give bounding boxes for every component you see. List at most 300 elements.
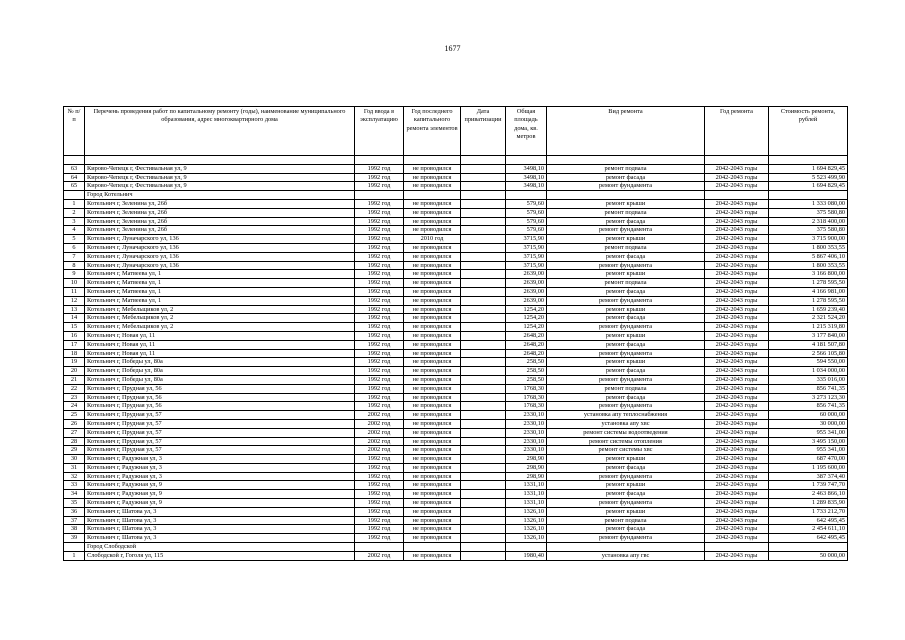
repair-year-cell: 2042-2043 годы [705, 507, 769, 516]
repair-year-cell: 2042-2043 годы [705, 384, 769, 393]
area-cell: 2330,10 [506, 428, 547, 437]
row-number-cell: 39 [64, 534, 85, 543]
repair-year-cell: 2042-2043 годы [705, 499, 769, 508]
work-type-cell: ремонт фундамента [547, 323, 705, 332]
last-repair-cell: не проводился [404, 402, 461, 411]
last-repair-cell: не проводился [404, 173, 461, 182]
year-built-cell: 2002 год [355, 428, 404, 437]
area-cell: 1768,30 [506, 384, 547, 393]
work-type-cell: ремонт фундамента [547, 375, 705, 384]
area-cell: 1254,20 [506, 305, 547, 314]
privatization-cell [461, 507, 506, 516]
year-built-cell: 1992 год [355, 252, 404, 261]
repair-year-cell: 2042-2043 годы [705, 516, 769, 525]
cost-cell: 3 177 840,00 [769, 331, 848, 340]
address-cell: Котельнич г, Зеленина ул, 26б [85, 217, 355, 226]
last-repair-cell: не проводился [404, 463, 461, 472]
area-cell: 298,90 [506, 472, 547, 481]
address-cell: Котельнич г, Прудная ул, 56 [85, 384, 355, 393]
table-body [64, 156, 848, 561]
privatization-cell [461, 516, 506, 525]
row-number-cell: 27 [64, 428, 85, 437]
col-repair-year-header: Год ремонта [705, 107, 769, 156]
table-row [64, 217, 848, 226]
area-cell: 1768,30 [506, 393, 547, 402]
last-repair-cell: не проводился [404, 331, 461, 340]
cost-cell: 375 580,80 [769, 226, 848, 235]
area-cell: 3498,10 [506, 173, 547, 182]
cost-cell: 642 495,45 [769, 534, 848, 543]
table-row [64, 323, 848, 332]
year-built-cell: 1992 год [355, 199, 404, 208]
privatization-cell [461, 525, 506, 534]
table-row [64, 208, 848, 217]
table-row [64, 305, 848, 314]
area-cell: 2330,10 [506, 437, 547, 446]
work-type-cell: ремонт фасада [547, 463, 705, 472]
table-row [64, 551, 848, 560]
last-repair-cell: не проводился [404, 507, 461, 516]
year-built-cell: 1992 год [355, 164, 404, 173]
row-number-cell: 19 [64, 358, 85, 367]
privatization-cell [461, 252, 506, 261]
privatization-cell [461, 287, 506, 296]
table-row [64, 463, 848, 472]
row-number-cell: 20 [64, 367, 85, 376]
table-row [64, 446, 848, 455]
repair-year-cell: 2042-2043 годы [705, 182, 769, 191]
town-row-empty-cell [404, 543, 461, 552]
work-type-cell: ремонт фундамента [547, 296, 705, 305]
address-cell: Котельнич г, Радужная ул, 3 [85, 472, 355, 481]
year-built-cell: 1992 год [355, 349, 404, 358]
town-name: Город Котельнич [85, 191, 355, 200]
year-built-cell: 1992 год [355, 393, 404, 402]
year-built-cell: 1992 год [355, 499, 404, 508]
address-cell: Котельнич г, Прудная ул, 57 [85, 437, 355, 446]
area-cell: 1326,10 [506, 516, 547, 525]
privatization-cell [461, 472, 506, 481]
table-row [64, 507, 848, 516]
address-cell: Котельнич г, Радужная ул, 9 [85, 481, 355, 490]
address-cell: Котельнич г, Победы ул, 80а [85, 375, 355, 384]
cost-cell: 1 659 239,40 [769, 305, 848, 314]
cost-cell: 2 321 524,20 [769, 314, 848, 323]
repair-year-cell: 2042-2043 годы [705, 358, 769, 367]
row-number-cell: 34 [64, 490, 85, 499]
row-number-cell: 64 [64, 173, 85, 182]
repair-year-cell: 2042-2043 годы [705, 287, 769, 296]
address-cell: Кирово-Чепецк г, Фестивальная ул, 9 [85, 164, 355, 173]
year-built-cell: 1992 год [355, 287, 404, 296]
row-number-cell: 29 [64, 446, 85, 455]
table-row [64, 499, 848, 508]
work-type-cell: ремонт крыши [547, 331, 705, 340]
table-row [64, 534, 848, 543]
table-header-row [64, 107, 848, 156]
table-row [64, 182, 848, 191]
cost-cell: 1 215 319,80 [769, 323, 848, 332]
privatization-cell [461, 481, 506, 490]
cost-cell: 642 495,45 [769, 516, 848, 525]
spacer-row [64, 156, 848, 165]
work-type-cell: ремонт фундамента [547, 534, 705, 543]
table-row [64, 252, 848, 261]
cost-cell: 1 694 829,45 [769, 164, 848, 173]
work-type-cell: ремонт фасада [547, 490, 705, 499]
privatization-cell [461, 551, 506, 560]
last-repair-cell: не проводился [404, 534, 461, 543]
last-repair-cell: не проводился [404, 499, 461, 508]
work-type-cell: ремонт крыши [547, 199, 705, 208]
row-number-cell: 1 [64, 199, 85, 208]
table-row [64, 481, 848, 490]
last-repair-cell: не проводился [404, 182, 461, 191]
privatization-cell [461, 235, 506, 244]
year-built-cell: 1992 год [355, 455, 404, 464]
work-type-cell: ремонт фасада [547, 173, 705, 182]
row-number-cell: 4 [64, 226, 85, 235]
work-type-cell: ремонт фундамента [547, 402, 705, 411]
work-type-cell: ремонт фундамента [547, 349, 705, 358]
privatization-cell [461, 173, 506, 182]
privatization-cell [461, 490, 506, 499]
privatization-cell [461, 349, 506, 358]
cost-cell: 594 550,00 [769, 358, 848, 367]
work-type-cell: ремонт фундамента [547, 226, 705, 235]
work-type-cell: установка апу теплоснабжения [547, 411, 705, 420]
area-cell: 2330,10 [506, 446, 547, 455]
row-number-cell: 2 [64, 208, 85, 217]
address-cell: Котельнич г, Радужная ул, 3 [85, 463, 355, 472]
town-section-row [64, 191, 848, 200]
row-number-cell: 63 [64, 164, 85, 173]
row-number-cell: 23 [64, 393, 85, 402]
repair-year-cell: 2042-2043 годы [705, 551, 769, 560]
year-built-cell: 1992 год [355, 235, 404, 244]
table-row [64, 490, 848, 499]
last-repair-cell: не проводился [404, 305, 461, 314]
cost-cell: 955 341,00 [769, 446, 848, 455]
last-repair-cell: не проводился [404, 455, 461, 464]
last-repair-cell: не проводился [404, 226, 461, 235]
year-built-cell: 1992 год [355, 305, 404, 314]
cost-cell: 1 733 212,70 [769, 507, 848, 516]
cost-cell: 1 333 080,00 [769, 199, 848, 208]
repair-year-cell: 2042-2043 годы [705, 393, 769, 402]
last-repair-cell: не проводился [404, 367, 461, 376]
cost-cell: 856 741,35 [769, 402, 848, 411]
row-number-cell: 12 [64, 296, 85, 305]
area-cell: 3715,90 [506, 261, 547, 270]
privatization-cell [461, 384, 506, 393]
repair-year-cell: 2042-2043 годы [705, 243, 769, 252]
address-cell: Котельнич г, Прудная ул, 56 [85, 402, 355, 411]
area-cell: 2639,00 [506, 279, 547, 288]
cost-cell: 30 000,00 [769, 419, 848, 428]
cost-cell: 1 800 353,55 [769, 243, 848, 252]
privatization-cell [461, 314, 506, 323]
area-cell: 1326,10 [506, 534, 547, 543]
work-type-cell: ремонт фасада [547, 217, 705, 226]
work-type-cell: ремонт фасада [547, 252, 705, 261]
privatization-cell [461, 164, 506, 173]
work-type-cell: установка апу хвс [547, 419, 705, 428]
table-row [64, 455, 848, 464]
town-row-empty-cell [355, 191, 404, 200]
repair-year-cell: 2042-2043 годы [705, 419, 769, 428]
privatization-cell [461, 199, 506, 208]
last-repair-cell: не проводился [404, 472, 461, 481]
cost-cell: 1 195 600,00 [769, 463, 848, 472]
area-cell: 579,60 [506, 208, 547, 217]
privatization-cell [461, 499, 506, 508]
repair-year-cell: 2042-2043 годы [705, 446, 769, 455]
address-cell: Котельнич г, Зеленина ул, 26б [85, 208, 355, 217]
repair-year-cell: 2042-2043 годы [705, 402, 769, 411]
col-work-type-header: Вид ремонта [547, 107, 705, 156]
last-repair-cell: не проводился [404, 296, 461, 305]
last-repair-cell: не проводился [404, 525, 461, 534]
year-built-cell: 2002 год [355, 419, 404, 428]
privatization-cell [461, 393, 506, 402]
privatization-cell [461, 358, 506, 367]
repair-year-cell: 2042-2043 годы [705, 305, 769, 314]
address-cell: Котельнич г, Победы ул, 80а [85, 358, 355, 367]
work-type-cell: ремонт фасада [547, 525, 705, 534]
col-last-repair-header: Год последнего капитального ремонта элементов [404, 107, 461, 156]
year-built-cell: 1992 год [355, 463, 404, 472]
address-cell: Котельнич г, Победы ул, 80а [85, 367, 355, 376]
town-row-empty-cell [404, 191, 461, 200]
table-row [64, 367, 848, 376]
address-cell: Котельнич г, Шатова ул, 3 [85, 507, 355, 516]
cost-cell: 856 741,35 [769, 384, 848, 393]
last-repair-cell: не проводился [404, 199, 461, 208]
work-type-cell: ремонт фундамента [547, 182, 705, 191]
privatization-cell [461, 243, 506, 252]
address-cell: Котельнич г, Новая ул, 11 [85, 340, 355, 349]
row-number-cell: 11 [64, 287, 85, 296]
privatization-cell [461, 437, 506, 446]
town-row-number-cell [64, 543, 85, 552]
area-cell: 2639,00 [506, 296, 547, 305]
row-number-cell: 16 [64, 331, 85, 340]
town-row-empty-cell [705, 191, 769, 200]
year-built-cell: 1992 год [355, 534, 404, 543]
table-row [64, 384, 848, 393]
last-repair-cell: не проводился [404, 358, 461, 367]
cost-cell: 1 278 595,50 [769, 279, 848, 288]
row-number-cell: 28 [64, 437, 85, 446]
year-built-cell: 2002 год [355, 411, 404, 420]
town-row-empty-cell [769, 543, 848, 552]
privatization-cell [461, 323, 506, 332]
table-row [64, 173, 848, 182]
table-row [64, 226, 848, 235]
year-built-cell: 1992 год [355, 173, 404, 182]
table-row [64, 349, 848, 358]
privatization-cell [461, 340, 506, 349]
row-number-cell: 37 [64, 516, 85, 525]
repair-year-cell: 2042-2043 годы [705, 375, 769, 384]
work-type-cell: ремонт крыши [547, 481, 705, 490]
address-cell: Котельнич г, Матвеева ул, 1 [85, 287, 355, 296]
row-number-cell: 24 [64, 402, 85, 411]
year-built-cell: 1992 год [355, 226, 404, 235]
privatization-cell [461, 375, 506, 384]
year-built-cell: 1992 год [355, 507, 404, 516]
address-cell: Котельнич г, Луначарского ул, 136 [85, 261, 355, 270]
repair-year-cell: 2042-2043 годы [705, 270, 769, 279]
year-built-cell: 1992 год [355, 490, 404, 499]
cost-cell: 1 739 747,70 [769, 481, 848, 490]
area-cell: 1980,40 [506, 551, 547, 560]
area-cell: 1331,10 [506, 481, 547, 490]
row-number-cell: 26 [64, 419, 85, 428]
privatization-cell [461, 296, 506, 305]
town-row-empty-cell [547, 543, 705, 552]
table-row [64, 164, 848, 173]
cost-cell: 1 800 353,55 [769, 261, 848, 270]
repair-year-cell: 2042-2043 годы [705, 481, 769, 490]
cost-cell: 2 566 105,80 [769, 349, 848, 358]
last-repair-cell: не проводился [404, 270, 461, 279]
area-cell: 1331,10 [506, 490, 547, 499]
privatization-cell [461, 261, 506, 270]
year-built-cell: 1992 год [355, 208, 404, 217]
year-built-cell: 1992 год [355, 314, 404, 323]
work-type-cell: ремонт крыши [547, 235, 705, 244]
privatization-cell [461, 534, 506, 543]
last-repair-cell: не проводился [404, 243, 461, 252]
address-cell: Котельнич г, Радужная ул, 9 [85, 490, 355, 499]
row-number-cell: 9 [64, 270, 85, 279]
year-built-cell: 2002 год [355, 551, 404, 560]
area-cell: 258,50 [506, 358, 547, 367]
address-cell: Котельнич г, Прудная ул, 57 [85, 419, 355, 428]
privatization-cell [461, 463, 506, 472]
last-repair-cell: не проводился [404, 217, 461, 226]
privatization-cell [461, 217, 506, 226]
last-repair-cell: не проводился [404, 375, 461, 384]
table-row [64, 437, 848, 446]
repair-year-cell: 2042-2043 годы [705, 217, 769, 226]
area-cell: 3715,90 [506, 235, 547, 244]
table-row [64, 375, 848, 384]
table-row [64, 525, 848, 534]
address-cell: Котельнич г, Матвеева ул, 1 [85, 296, 355, 305]
table-row [64, 411, 848, 420]
col-year-built-header: Год ввода в эксплуатацию [355, 107, 404, 156]
address-cell: Котельнич г, Прудная ул, 56 [85, 393, 355, 402]
repair-year-cell: 2042-2043 годы [705, 472, 769, 481]
privatization-cell [461, 305, 506, 314]
address-cell: Котельнич г, Шатова ул, 3 [85, 534, 355, 543]
year-built-cell: 1992 год [355, 243, 404, 252]
town-row-number-cell [64, 191, 85, 200]
repair-year-cell: 2042-2043 годы [705, 226, 769, 235]
cost-cell: 2 318 400,00 [769, 217, 848, 226]
col-number-header: № п/п [64, 107, 85, 156]
work-type-cell: ремонт крыши [547, 270, 705, 279]
area-cell: 1326,10 [506, 525, 547, 534]
row-number-cell: 15 [64, 323, 85, 332]
privatization-cell [461, 226, 506, 235]
year-built-cell: 2002 год [355, 437, 404, 446]
address-cell: Котельнич г, Новая ул, 11 [85, 349, 355, 358]
last-repair-cell: не проводился [404, 287, 461, 296]
cost-cell: 5 867 406,10 [769, 252, 848, 261]
cost-cell: 50 000,00 [769, 551, 848, 560]
table-row [64, 393, 848, 402]
work-type-cell: ремонт крыши [547, 507, 705, 516]
town-row-empty-cell [355, 543, 404, 552]
repair-year-cell: 2042-2043 годы [705, 525, 769, 534]
year-built-cell: 1992 год [355, 340, 404, 349]
row-number-cell: 7 [64, 252, 85, 261]
area-cell: 3715,90 [506, 243, 547, 252]
year-built-cell: 2002 год [355, 446, 404, 455]
last-repair-cell: не проводился [404, 314, 461, 323]
privatization-cell [461, 331, 506, 340]
address-cell: Котельнич г, Прудная ул, 57 [85, 428, 355, 437]
repair-year-cell: 2042-2043 годы [705, 428, 769, 437]
cost-cell: 2 463 866,10 [769, 490, 848, 499]
privatization-cell [461, 208, 506, 217]
year-built-cell: 1992 год [355, 402, 404, 411]
work-type-cell: ремонт подвала [547, 243, 705, 252]
repair-year-cell: 2042-2043 годы [705, 279, 769, 288]
last-repair-cell: не проводился [404, 279, 461, 288]
last-repair-cell: не проводился [404, 411, 461, 420]
repair-year-cell: 2042-2043 годы [705, 534, 769, 543]
address-cell: Котельнич г, Мебельщиков ул, 2 [85, 305, 355, 314]
year-built-cell: 1992 год [355, 481, 404, 490]
work-type-cell: ремонт системы отопления [547, 437, 705, 446]
area-cell: 1254,20 [506, 323, 547, 332]
row-number-cell: 38 [64, 525, 85, 534]
col-address-header: Перечень проведения работ по капитальному ремонту (годы), наименование муниципального образования, адрес многоквартирного дома [85, 107, 355, 156]
last-repair-cell: не проводился [404, 481, 461, 490]
town-row-empty-cell [461, 191, 506, 200]
repair-year-cell: 2042-2043 годы [705, 455, 769, 464]
last-repair-cell: не проводился [404, 349, 461, 358]
last-repair-cell: не проводился [404, 516, 461, 525]
area-cell: 2639,00 [506, 287, 547, 296]
row-number-cell: 31 [64, 463, 85, 472]
repair-year-cell: 2042-2043 годы [705, 164, 769, 173]
row-number-cell: 25 [64, 411, 85, 420]
privatization-cell [461, 419, 506, 428]
year-built-cell: 1992 год [355, 358, 404, 367]
repair-year-cell: 2042-2043 годы [705, 437, 769, 446]
address-cell: Котельнич г, Новая ул, 11 [85, 331, 355, 340]
repair-year-cell: 2042-2043 годы [705, 411, 769, 420]
row-number-cell: 18 [64, 349, 85, 358]
row-number-cell: 10 [64, 279, 85, 288]
table-row [64, 331, 848, 340]
year-built-cell: 1992 год [355, 331, 404, 340]
last-repair-cell: не проводился [404, 323, 461, 332]
table-row [64, 314, 848, 323]
table-row [64, 472, 848, 481]
row-number-cell: 22 [64, 384, 85, 393]
area-cell: 579,60 [506, 199, 547, 208]
repair-year-cell: 2042-2043 годы [705, 261, 769, 270]
last-repair-cell: не проводился [404, 252, 461, 261]
year-built-cell: 1992 год [355, 472, 404, 481]
